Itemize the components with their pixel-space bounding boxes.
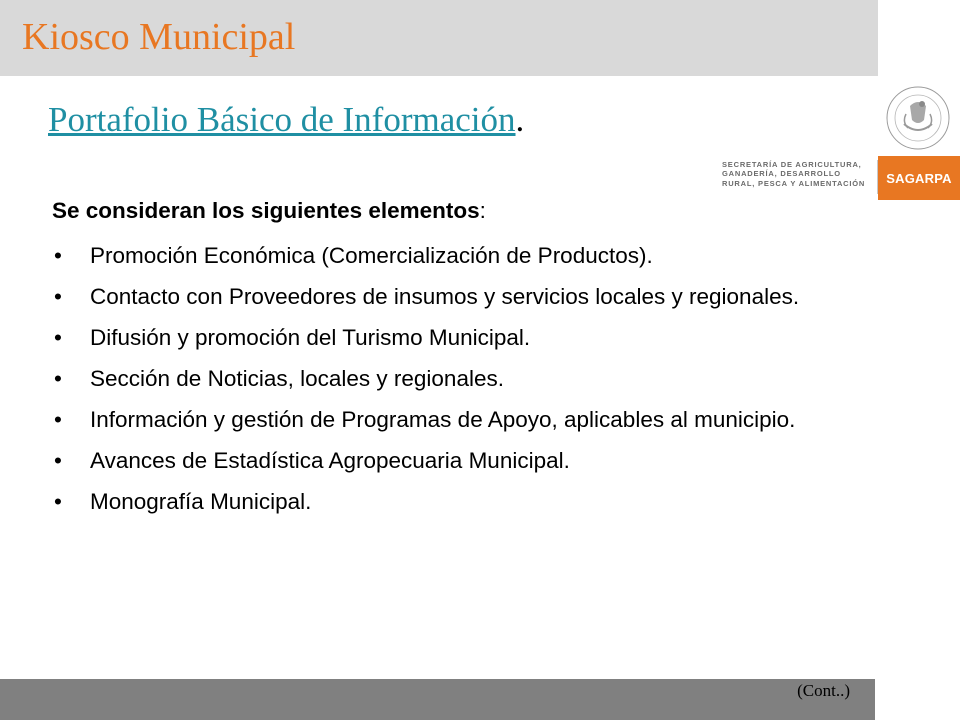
bullet-text: Promoción Económica (Comercialización de Productos).	[90, 243, 653, 268]
slide-title: Kiosco Municipal	[22, 16, 296, 58]
bullet-item	[52, 240, 812, 271]
bullet-text: Difusión y promoción del Turismo Municipal.	[90, 325, 531, 350]
bullet-item	[52, 363, 812, 394]
heading-suffix: .	[515, 100, 525, 139]
bullet-icon: •	[54, 407, 62, 432]
bullet-icon: •	[54, 366, 62, 391]
mexican-seal-logo	[884, 84, 952, 152]
bullet-item	[52, 322, 812, 353]
bullet-item	[52, 281, 812, 312]
header-bar	[0, 0, 878, 76]
portfolio-link[interactable]: Portafolio Básico de Información	[48, 100, 516, 139]
bullet-icon: •	[54, 284, 62, 309]
bullet-icon: •	[54, 325, 62, 350]
intro-text	[52, 198, 486, 224]
bullet-icon: •	[54, 489, 62, 514]
bullet-text: Contacto con Proveedores de insumos y servicios locales y regionales.	[90, 284, 800, 309]
bullet-text: Información y gestión de Programas de Apoyo, aplicables al municipio.	[90, 407, 796, 432]
bullet-item	[52, 404, 812, 435]
bullet-text: Monografía Municipal.	[90, 489, 312, 514]
footer-bar	[0, 679, 875, 720]
bullet-text: Avances de Estadística Agropecuaria Municipal.	[90, 448, 570, 473]
bullet-item	[52, 486, 812, 517]
intro-suffix: :	[479, 198, 486, 223]
bullet-text: Sección de Noticias, locales y regionales.	[90, 366, 504, 391]
ministry-name: SECRETARÍA DE AGRICULTURA, GANADERÍA, DESARROLLO RURAL, PESCA Y ALIMENTACIÓN	[722, 160, 866, 188]
bullet-list	[52, 240, 812, 527]
intro-bold: Se consideran los siguientes elementos	[52, 198, 480, 223]
continuation-label: (Cont..)	[797, 681, 850, 700]
section-heading	[48, 100, 524, 140]
bullet-item	[52, 445, 812, 476]
bullet-icon: •	[54, 243, 62, 268]
sagarpa-logo: SAGARPA	[878, 156, 960, 200]
bullet-icon: •	[54, 448, 62, 473]
